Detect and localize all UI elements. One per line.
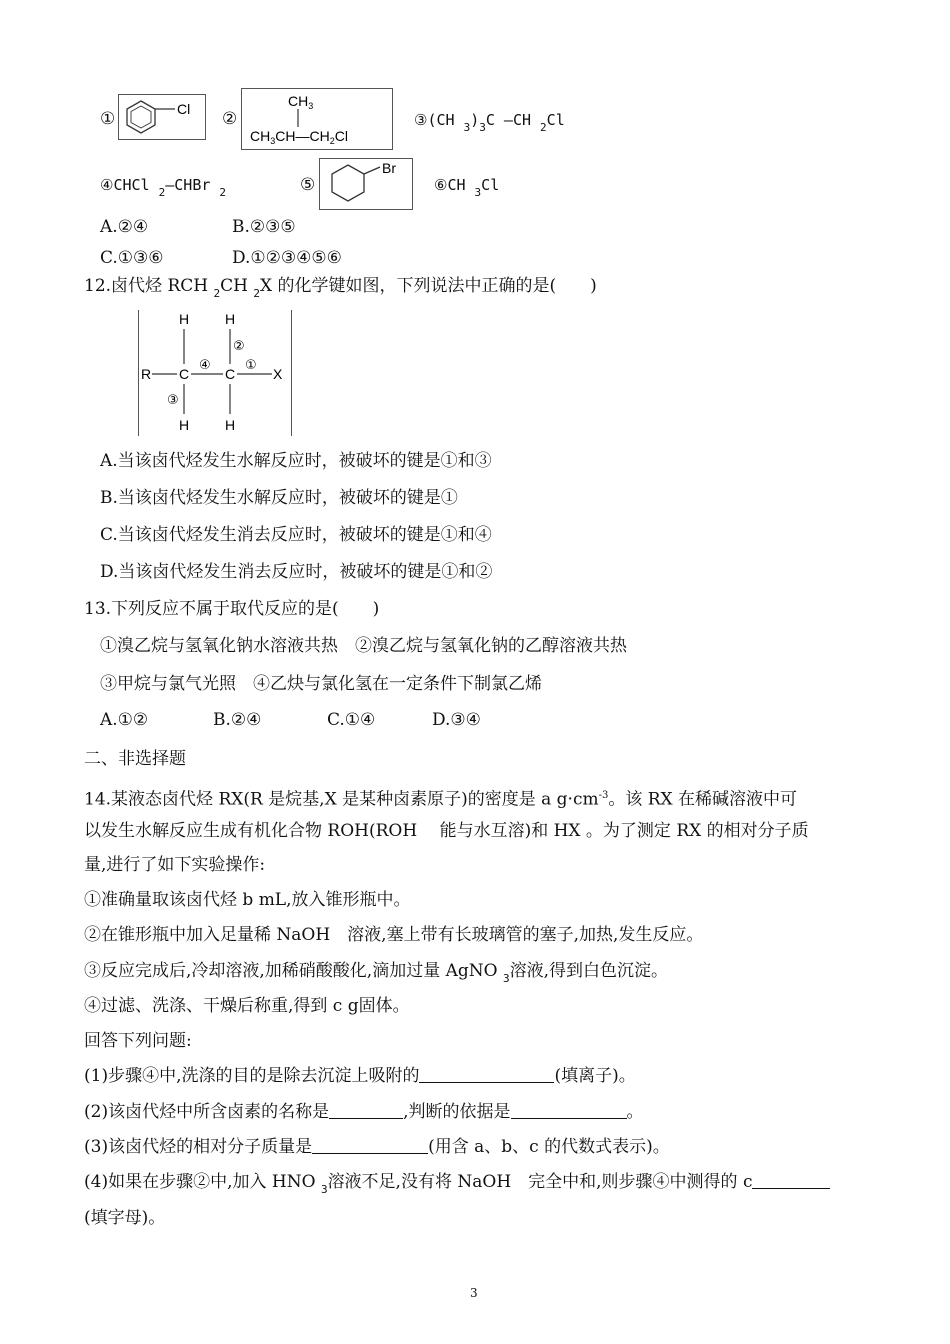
q12-option-c: C.当该卤代烃发生消去反应时，被破坏的键是①和④: [100, 525, 492, 545]
q14-question-4: (4)如果在步骤②中,加入 HNO $_3$溶液不足,没有将 NaOH 完全中和,则步骤④中测得的 c: [84, 1171, 830, 1195]
item2-number: ②: [222, 109, 238, 129]
q14-paragraph-2: 以发生水解反应生成有机化合物 ROH(ROH 能与水互溶)和 HX 。为了测定 RX 的相对分子质: [84, 821, 809, 841]
h-bottom-right: H: [225, 417, 236, 433]
q14-paragraph-1: 14.某液态卤代烃 RX(R 是烷基,X 是某种卤素原子)的密度是 a $g\cdot cm^{-3}$。该 RX 在稀碱溶液中可: [84, 789, 798, 810]
q14-question-1: (1)步骤④中,洗涤的目的是除去沉淀上吸附的 (填离子)。: [84, 1066, 636, 1086]
section-heading: 二、非选择题: [84, 749, 186, 769]
q14-question-3: (3)该卤代烃的相对分子质量是 (用含 a、b、c 的代数式表示)。: [84, 1137, 670, 1157]
bond-1-label: ①: [245, 357, 257, 372]
q12-option-b: B.当该卤代烃发生水解反应时，被破坏的键是①: [100, 488, 458, 508]
svg-text:CH3CH—CH2Cl: $CH_3CH—CH_2Cl$: [250, 128, 348, 146]
bond-diagram-drawing: [139, 310, 291, 436]
q11-option-b: B.②③⑤: [232, 217, 296, 237]
carbon-right: C: [225, 366, 236, 382]
item5-br-label: Br: [382, 160, 396, 176]
h-top-left: H: [179, 311, 190, 327]
bond-3-label: ③: [167, 392, 179, 407]
q14-paragraph-3: 量,进行了如下实验操作:: [84, 855, 266, 875]
answer-blank-3[interactable]: [312, 1137, 428, 1154]
isobutyl-chloride-drawing: [242, 89, 392, 149]
h-top-right: H: [225, 311, 236, 327]
item6-formula: ⑥CH $_3$Cl: [434, 176, 500, 199]
benzyl-chloride-structure: [118, 94, 206, 140]
answer-blank-2a[interactable]: [329, 1102, 403, 1119]
answer-blank-1[interactable]: [419, 1066, 554, 1083]
page-number: 3: [470, 1286, 478, 1300]
benzene-ring-cl-drawing: [119, 95, 205, 139]
q13-reaction-line-2: ③甲烷与氯气光照 ④乙炔与氯化氢在一定条件下制氯乙烯: [100, 674, 542, 694]
q12-option-a: A.当该卤代烃发生水解反应时，被破坏的键是①和③: [100, 451, 492, 471]
isobutyl-chloride-structure: [241, 88, 393, 150]
q14-step-2: ②在锥形瓶中加入足量稀 NaOH 溶液,塞上带有长玻璃管的塞子,加热,发生反应。: [84, 925, 704, 945]
r-group: R: [141, 366, 152, 382]
q11-option-a: A.②④: [100, 217, 149, 237]
answer-blank-4[interactable]: [752, 1172, 830, 1189]
halogen-x: X: [273, 366, 283, 382]
cyclohexane-br-drawing: [320, 159, 412, 209]
q14-question-4-cont: (填字母)。: [84, 1208, 166, 1228]
q14-step-4: ④过滤、洗涤、干燥后称重,得到 c g固体。: [84, 996, 410, 1016]
bond-2-label: ②: [233, 338, 245, 353]
item4-formula: ④CHCl $_2$—CHBr $_2$: [100, 176, 227, 199]
answer-blank-2b[interactable]: [511, 1102, 627, 1119]
q13-option-c: C.①④: [327, 710, 376, 730]
item5-number: ⑤: [300, 175, 316, 195]
q13-option-a: A.①②: [100, 710, 149, 730]
q13-reaction-line-1: ①溴乙烷与氢氧化钠水溶液共热 ②溴乙烷与氢氧化钠的乙醇溶液共热: [100, 636, 627, 656]
svg-text:CH3: $CH_3$: [288, 93, 314, 111]
item1-cl-label: Cl: [177, 101, 191, 117]
q12-option-d: D.当该卤代烃发生消去反应时，被破坏的键是①和②: [100, 562, 493, 582]
item3-formula: ③(CH $_3)_3C$ —CH $_2$Cl: [414, 111, 565, 134]
q14-question-2: (2)该卤代烃中所含卤素的名称是 ,判断的依据是 。: [84, 1102, 644, 1122]
q13-stem: 13.下列反应不属于取代反应的是( ): [84, 599, 380, 619]
h-bottom-left: H: [179, 417, 190, 433]
q11-option-d: D.①②③④⑤⑥: [232, 248, 342, 268]
carbon-left: C: [179, 366, 190, 382]
bond-4-label: ④: [199, 357, 211, 372]
bromocyclohexane-structure: [319, 158, 413, 210]
bond-diagram: [138, 310, 292, 436]
q14-step-3: ③反应完成后,冷却溶液,加稀硝酸酸化,滴加过量 AgNO $_3$溶液,得到白色沉淀。: [84, 961, 669, 985]
item1-number: ①: [100, 109, 116, 129]
q14-answer-lead: 回答下列问题:: [84, 1031, 192, 1051]
q12-stem: 12.卤代烃 RCH $_2$CH $_2$X 的化学键如图，下列说法中正确的是( ): [84, 276, 597, 300]
q13-option-d: D.③④: [432, 710, 481, 730]
q14-step-1: ①准确量取该卤代烃 b mL,放入锥形瓶中。: [84, 890, 411, 910]
q13-option-b: B.②④: [213, 710, 262, 730]
q11-option-c: C.①③⑥: [100, 248, 164, 268]
